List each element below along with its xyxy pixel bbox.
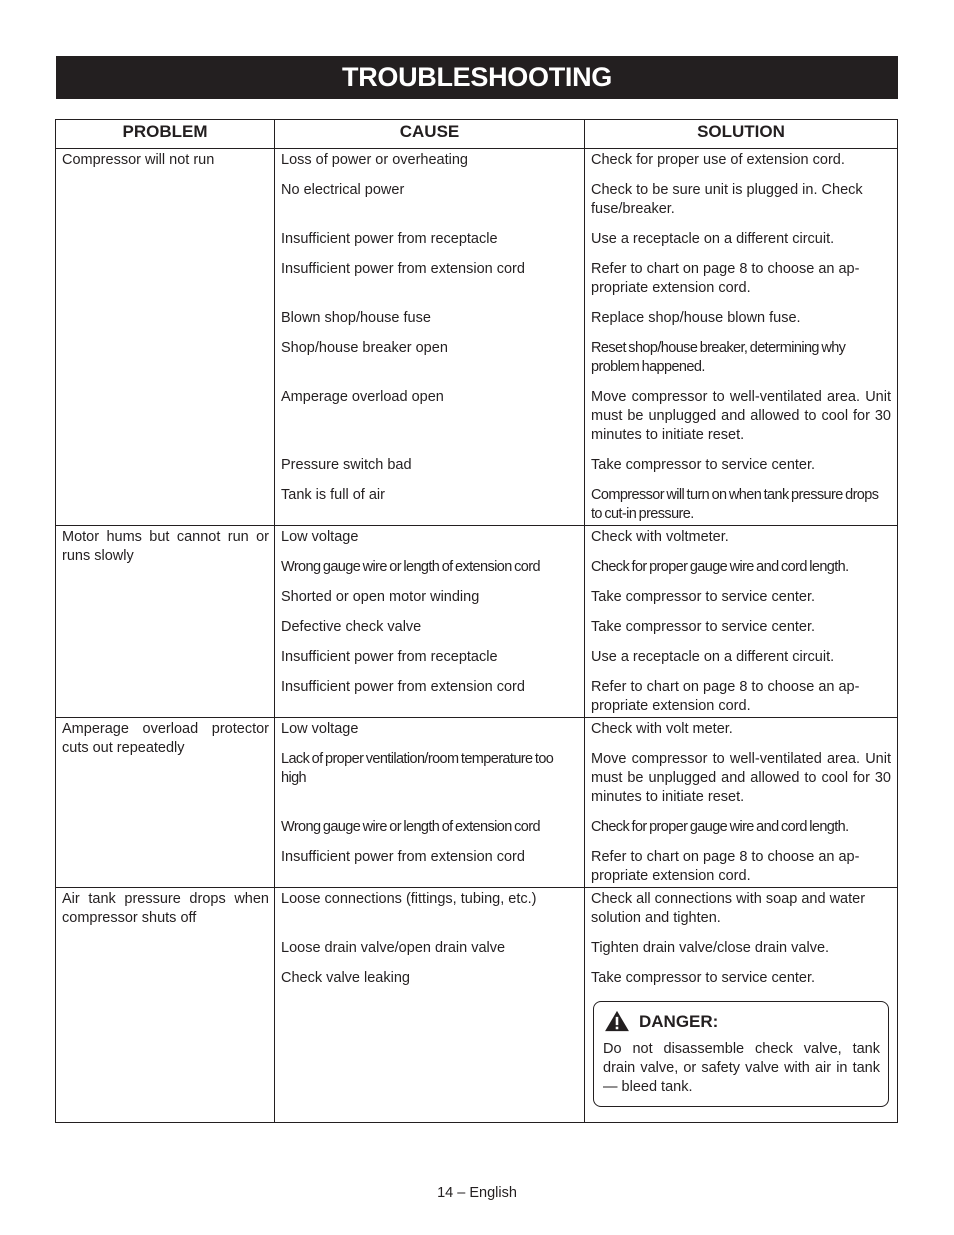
solution-text: Check with volt meter.: [591, 721, 733, 737]
solution-text: Refer to chart on page 8 to choose an ap-propriate extension cord.: [591, 849, 860, 884]
solution-text: Use a receptacle on a different circuit.: [591, 231, 835, 247]
table-row: [56, 718, 898, 888]
cause-cell: [275, 149, 585, 526]
solution-text: Check for proper gauge wire and cord length.: [591, 819, 849, 835]
cause-text: Shop/house breaker open: [281, 340, 448, 356]
cause-text: Low voltage: [281, 721, 359, 737]
solution-text: Move compressor to well-ventilated area. Unit must be unplugged and allowed to cool for 30 minutes to initiate reset.: [591, 389, 891, 443]
cause-text: Pressure switch bad: [281, 457, 412, 473]
cause-text: Check valve leaking: [281, 970, 410, 986]
danger-label: DANGER:: [639, 1011, 719, 1031]
table-row: [56, 526, 898, 718]
solution-text: Reset shop/house breaker, determining why problem happened.: [591, 340, 846, 375]
cause-text: Defective check valve: [281, 619, 422, 635]
problem-cell: Compressor will not run: [56, 149, 275, 526]
troubleshooting-table: [55, 119, 898, 1123]
solution-text: Check all connections with soap and water solution and tighten.: [591, 891, 866, 926]
solution-cell: [585, 888, 898, 1123]
danger-text: Do not disassemble check valve, tank drain valve, or safety valve with air in tank — bleed tank.: [603, 1041, 880, 1095]
warning-triangle-icon: [603, 1010, 631, 1032]
cause-cell: [275, 526, 585, 718]
table-row: [56, 888, 898, 1123]
cause-text: Insufficient power from receptacle: [281, 649, 498, 665]
cause-column-header: CAUSE: [275, 120, 585, 149]
cause-text: Loose connections (fittings, tubing, etc.): [281, 891, 537, 907]
problem-cell: Motor hums but cannot run or runs slowly: [56, 526, 275, 718]
solution-cell: [585, 149, 898, 526]
cause-text: Loose drain valve/open drain valve: [281, 940, 506, 956]
cause-text: Insufficient power from extension cord: [281, 849, 525, 865]
cause-text: Tank is full of air: [281, 487, 385, 503]
problem-column-header: PROBLEM: [56, 120, 275, 149]
cause-text: Low voltage: [281, 529, 359, 545]
cause-text: Shorted or open motor winding: [281, 589, 480, 605]
solution-text: Take compressor to service center.: [591, 589, 816, 605]
page-footer: 14 – English: [437, 1185, 517, 1201]
cause-text: Loss of power or overheating: [281, 152, 468, 168]
solution-text: Tighten drain valve/close drain valve.: [591, 940, 830, 956]
solution-text: Compressor will turn on when tank pressure drops to cut-in pressure.: [591, 487, 879, 522]
solution-cell: [585, 526, 898, 718]
solution-text: Move compressor to well-ventilated area. Unit must be unplugged and allowed to cool for 30 minutes to initiate reset.: [591, 751, 891, 805]
cause-text: Wrong gauge wire or length of extension cord: [281, 559, 540, 575]
problem-cell: Amperage overload protector cuts out repeatedly: [56, 718, 275, 888]
solution-text: Replace shop/house blown fuse.: [591, 310, 801, 326]
cause-text: Insufficient power from extension cord: [281, 679, 525, 695]
cause-text: Insufficient power from extension cord: [281, 261, 525, 277]
table-row: [56, 149, 898, 526]
solution-text: Refer to chart on page 8 to choose an ap-propriate extension cord.: [591, 261, 860, 296]
solution-text: Check for proper gauge wire and cord length.: [591, 559, 849, 575]
solution-cell: [585, 718, 898, 888]
solution-text: Take compressor to service center.: [591, 619, 816, 635]
solution-text: Check to be sure unit is plugged in. Check fuse/breaker.: [591, 182, 863, 217]
solution-text: Take compressor to service center.: [591, 970, 816, 986]
page-title: TROUBLESHOOTING: [56, 56, 898, 99]
cause-cell: [275, 718, 585, 888]
danger-notice: [593, 1001, 889, 1107]
cause-cell: [275, 888, 585, 1123]
table-header-row: [56, 120, 898, 149]
solution-column-header: SOLUTION: [585, 120, 898, 149]
cause-text: No electrical power: [281, 182, 405, 198]
cause-text: Amperage overload open: [281, 389, 444, 405]
danger-heading: [603, 1010, 880, 1032]
cause-text: Lack of proper ventilation/room temperature too high: [281, 751, 554, 786]
solution-text: Use a receptacle on a different circuit.: [591, 649, 835, 665]
solution-text: Take compressor to service center.: [591, 457, 816, 473]
solution-text: Check for proper use of extension cord.: [591, 152, 845, 168]
cause-text: Insufficient power from receptacle: [281, 231, 498, 247]
solution-text: Refer to chart on page 8 to choose an ap-propriate extension cord.: [591, 679, 860, 714]
cause-text: Blown shop/house fuse: [281, 310, 431, 326]
cause-text: Wrong gauge wire or length of extension cord: [281, 819, 540, 835]
problem-cell: Air tank pressure drops when compressor shuts off: [56, 888, 275, 1123]
solution-text: Check with voltmeter.: [591, 529, 729, 545]
